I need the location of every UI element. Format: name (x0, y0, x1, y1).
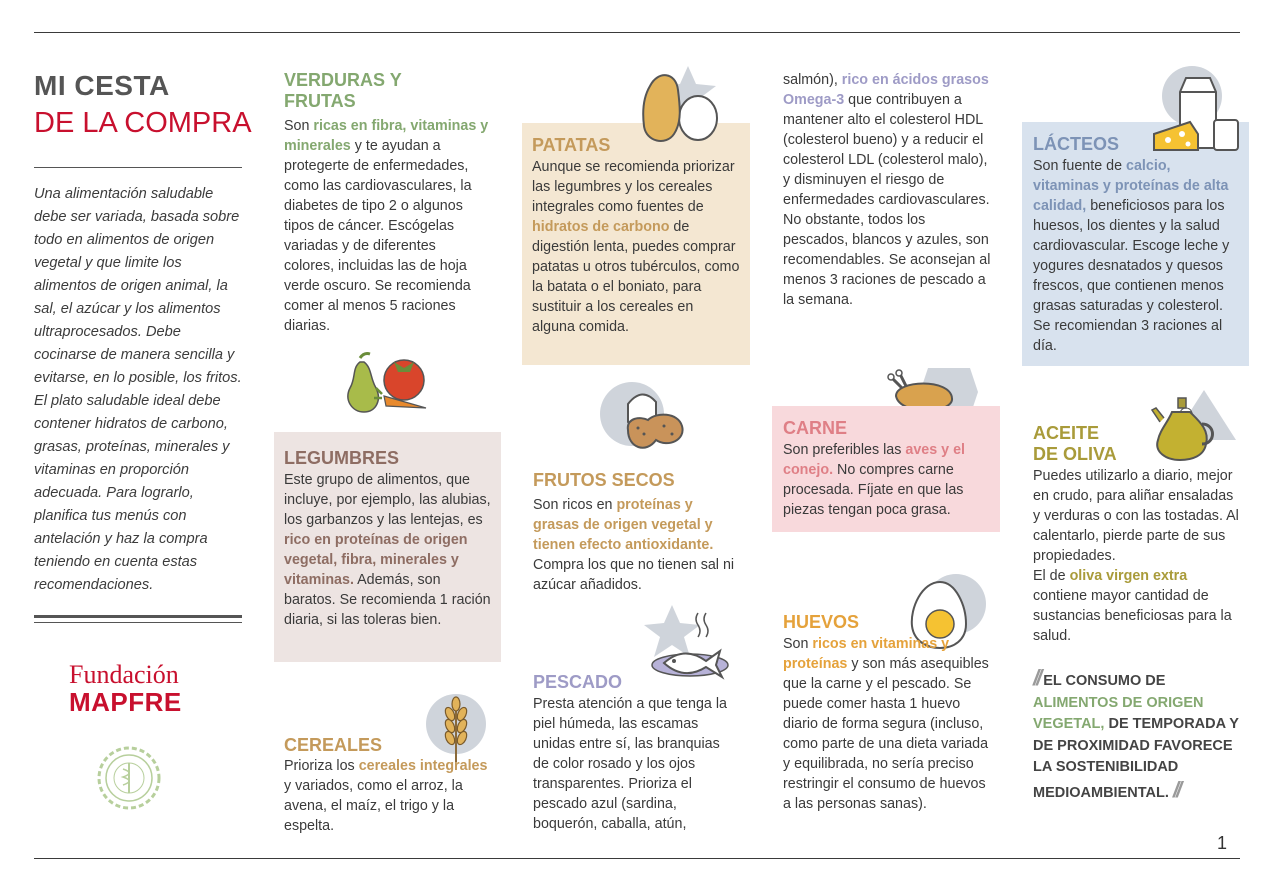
section-lacteos (1022, 122, 1249, 366)
section-pescado (533, 672, 733, 834)
carne-heading: CARNE (783, 418, 848, 438)
pescado-heading: PESCADO (533, 672, 623, 692)
section-verduras (284, 70, 489, 336)
aceite-text: Puedes utilizarlo a diario, mejor en crudo, para aliñar ensaladas y verduras o con las tostadas. Al calentarlo, pierde parte de sus propiedades. El de oliva virgen extra contiene mayor cantidad de sustancias beneficiosas para la salud. (1033, 468, 1239, 644)
intro-divider-1 (34, 615, 242, 618)
section-carne (772, 406, 1000, 532)
patatas-heading: PATATAS (532, 135, 611, 155)
lacteos-heading: LÁCTEOS (1033, 134, 1120, 154)
pescado-cont-text: salmón), rico en ácidos grasos Omega-3 que contribuyen a mantener alto el colesterol HDL (colesterol bueno) y a reducir el colesterol LDL (colesterol malo), y disminuyen el riesgo de enfermedades cardiovasculares. No obstante, todos los pescados, blancos y azules, son recomendables. Se aconsejan al menos 3 raciones de pescado a la semana. (783, 72, 991, 308)
page-title-line2: DE LA COMPRA (34, 107, 252, 139)
quote-open-mark: // (1033, 665, 1040, 690)
peanut-icon (598, 382, 688, 456)
potato-icon (640, 66, 724, 146)
section-legumbres (274, 432, 501, 662)
verduras-text: Son ricas en fibra, vitaminas y minerales y te ayudan a protegerte de enfermedades, como las cardiovasculares, la diabetes de tipo 2 o algunos tipos de cáncer. Escógelas variadas y de diferentes colores, incluidas las de hoja verde oscuro. Se recomienda comer al menos 5 raciones diarias. (284, 118, 489, 334)
huevos-text: Son ricos en vitaminas y proteínas y son más asequibles que la carne y el pescado. Se puede comer hasta 1 huevo diario de forma segura (incluso, como parte de una dieta variada y equilibrada, no sería preciso restringir el consumo de huevos a las personas sanas). (783, 636, 989, 812)
brand-logo-line2: MAPFRE (69, 687, 182, 717)
legumbres-text: Este grupo de alimentos, que incluye, por ejemplo, las alubias, los garbanzos y las lentejas, es rico en proteínas de origen vegetal, fibra, minerales y vitaminas. Además, son baratos. Se recomienda 1 ración diaria, si las toleras bien. (284, 472, 491, 628)
aceite-heading-line1: ACEITE (1033, 423, 1100, 443)
lacteos-text: Son fuente de calcio, vitaminas y proteínas de alta calidad, beneficiosos para los huesos, los dientes y la salud cardiovascular. Escoge leche y yogures desnatados y quesos frescos, que contienen menos grasas saturadas y colesterol. Se recomiendan 3 raciones al día. (1033, 158, 1230, 354)
huevos-heading: HUEVOS (783, 612, 860, 632)
section-patatas (522, 123, 750, 365)
page-number: 1 (1217, 833, 1228, 853)
cereales-text: Prioriza los cereales integrales y variados, como el arroz, la avena, el maíz, el trigo y la espelta. (284, 758, 488, 834)
bottom-rule (34, 858, 1240, 859)
intro-divider-2 (34, 622, 242, 623)
section-cereales (284, 735, 494, 836)
milk-cheese-icon (1150, 64, 1242, 154)
pear-tomato-carrot-icon (340, 350, 432, 416)
intro-text: Una alimentación saludable debe ser variada, basada sobre todo en alimentos de origen vegetal y que limite los alimentos de origen animal, la sal, el azúcar y los alimentos ultraprocesados. Debe cocinarse de manera sencilla y evitarse, en lo posible, los fritos. El plato saludable ideal debe contener hidratos de carbono, grasas, proteínas, minerales y vitaminas en proporción adecuada. Para lograrlo, planifica tus menús con antelación y haz la compra teniendo en cuenta estas recomendaciones. (34, 186, 242, 593)
cereales-heading: CEREALES (284, 735, 383, 755)
section-pescado-cont (783, 70, 993, 310)
frutos-text: Son ricos en proteínas y grasas de origen vegetal y tienen efecto antioxidante. Compra los que no tienen sal ni azúcar añadidos. (533, 497, 735, 593)
brand-logo-line1: Fundación (69, 660, 179, 689)
section-huevos (783, 612, 993, 814)
frutos-heading: FRUTOS SECOS (533, 470, 675, 490)
page-title-line1: MI CESTA (34, 70, 170, 101)
fish-icon (644, 605, 732, 681)
section-frutos (533, 470, 738, 595)
verduras-heading: VERDURAS Y FRUTAS (284, 70, 402, 111)
carne-text: Son preferibles las aves y el conejo. No compres carne procesada. Fíjate en que las piezas tengan poca grasa. (783, 442, 966, 518)
quote-close-mark: // (1172, 776, 1180, 802)
seal-logo-icon (96, 745, 162, 811)
top-rule (34, 32, 1240, 33)
pescado-text: Presta atención a que tenga la piel húmeda, las escamas unidas entre sí, las branquias de color rosado y los ojos transparentes. Prioriza el pescado azul (sardina, boquerón, caballa, atún, (533, 696, 727, 832)
section-aceite (1033, 423, 1243, 646)
pull-quote: // EL CONSUMO DE ALIMENTOS DE ORIGEN VEGETAL, DE TEMPORADA Y DE PROXIMIDAD FAVORECE LA SOSTENIBILIDAD MEDIOAMBIENTAL. // (1033, 665, 1239, 802)
legumbres-heading: LEGUMBRES (284, 448, 400, 468)
aceite-heading-line2: DE OLIVA (1033, 444, 1117, 464)
patatas-text: Aunque se recomienda priorizar las legumbres y los cereales integrales como fuentes de hidratos de carbono de digestión lenta, puedes comprar patatas u otros tubérculos, como la batata o el boniato, para sustituir a los cereales en alguna comida. (532, 159, 740, 335)
title-divider (34, 167, 242, 168)
